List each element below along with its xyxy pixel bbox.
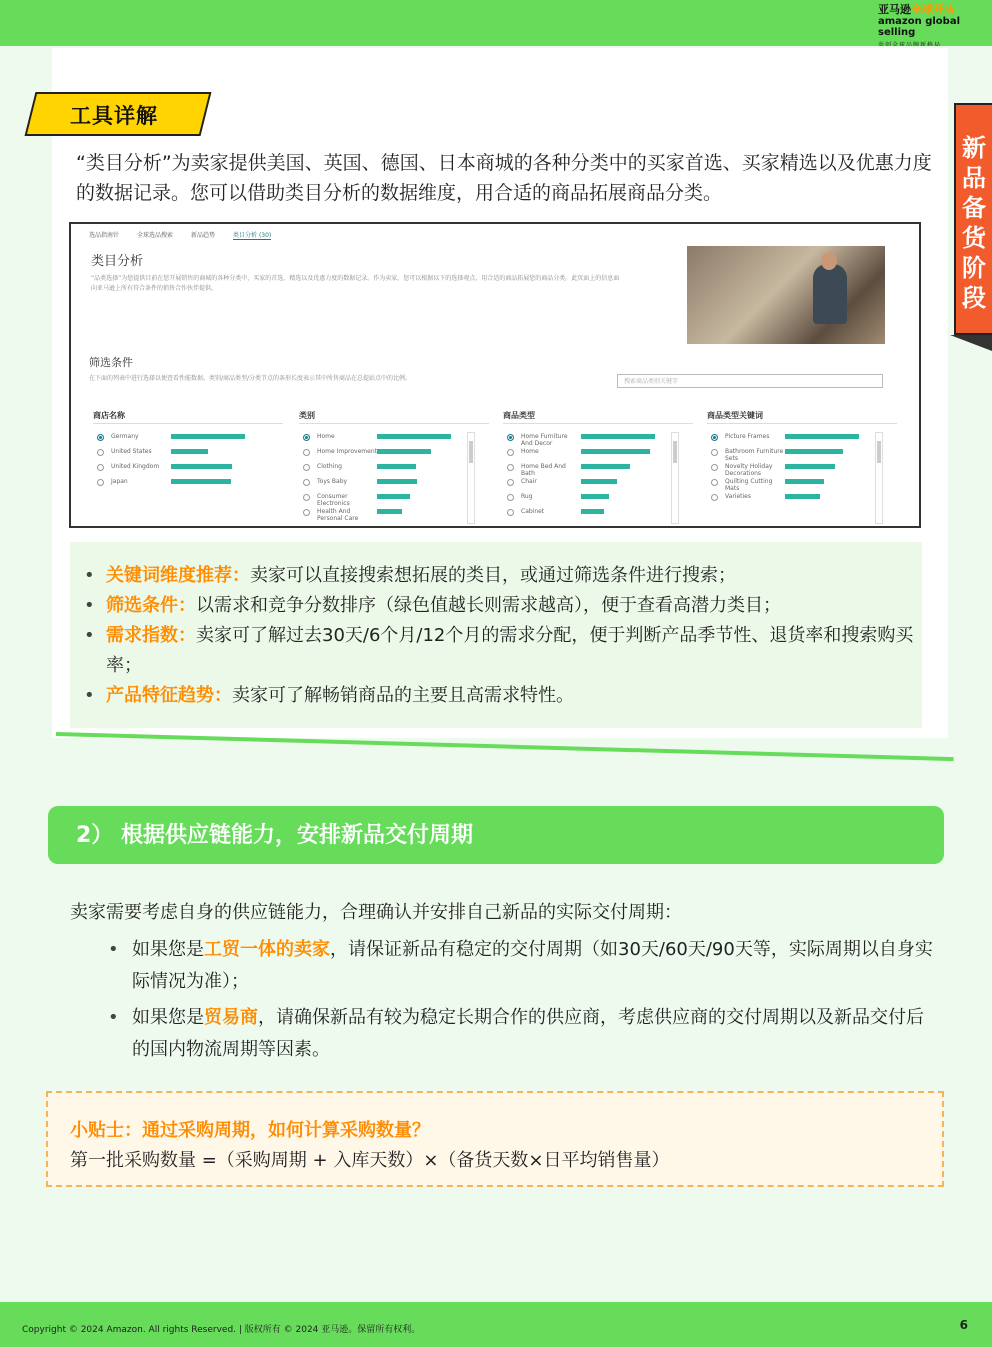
filter-option-label: Rug [521,493,533,500]
screenshot-description: “品类选择”为您提供目前在您开展销售的商城的各种分类中，买家的首选、精选以及优惠力度的数据记录。作为卖家，您可以根据以下的选择观点，用合适的商品拓展您的商品分类。此页面上的信息面向亚马逊上所有符合条件的销售合作伙伴提供。 [91,275,620,292]
share-bar [785,449,843,454]
share-bar [377,509,402,514]
filter-title: 筛选条件 [89,356,133,369]
side-section-tab: 新品备货阶段 [954,103,992,335]
page-number: 6 [959,1318,968,1332]
feature-list [82,561,922,711]
share-bar [171,434,245,439]
filter-option[interactable] [707,445,897,460]
filter-option-label: United States [111,448,152,455]
share-bar [785,464,835,469]
section-heading: 2） 根据供应链能力，安排新品交付周期 [76,823,473,848]
screenshot-tabs [89,230,289,239]
copyright-text: Copyright © 2024 Amazon. All rights Reserved. | 版权所有 © 2024 亚马逊。保留所有权利。 [22,1325,421,1335]
filter-option[interactable] [299,490,489,505]
radio-icon[interactable] [97,449,104,456]
filter-column [503,410,693,520]
logo-text-b: 全球开店 [911,3,955,16]
filter-option[interactable] [503,475,693,490]
filter-option[interactable] [93,460,283,475]
filter-description: 在下面的列表中进行选择以便查看性能数据。类别/商品类型/分类节点的条形长度表示其中所售商品在总提站点中的比例。 [89,375,412,382]
filter-option[interactable] [707,475,897,490]
filter-option-label: Consumer Electronics [317,493,350,507]
radio-icon[interactable] [507,449,514,456]
radio-icon[interactable] [97,464,104,471]
filter-option[interactable] [299,460,489,475]
filter-option-label: Chair [521,478,537,485]
feature-item [82,591,922,621]
category-search-input[interactable]: 搜索商品类别关键字 [617,374,883,388]
share-bar [377,449,431,454]
filter-option[interactable] [93,445,283,460]
tip-title: 小贴士：通过采购周期，如何计算采购数量？ [70,1120,430,1141]
person-head [821,252,837,270]
screenshot-title: 类目分析 [91,254,144,269]
radio-icon[interactable] [97,479,104,486]
feature-label: 筛选条件： [106,595,196,616]
filter-option[interactable] [707,460,897,475]
filter-column [93,410,283,490]
item-highlight: 工贸一体的卖家 [204,939,330,960]
screenshot-tab[interactable]: 选品指南针 [89,232,120,239]
scrollbar-thumb[interactable] [877,441,881,463]
filter-option-label: Varieties [725,493,751,500]
filter-option-label: Quilting Cutting Mats [725,478,773,492]
item-text: 如果您是 [132,1007,204,1028]
filter-option[interactable] [707,490,897,505]
feature-text: 卖家可了解过去30天/6个月/12个月的需求分配，便于判断产品季节性、退货率和搜索购买率； [106,625,914,676]
share-bar [377,494,410,499]
feature-text: 卖家可了解畅销商品的主要且高需求特性。 [232,685,574,706]
feature-label: 产品特征趋势： [106,685,232,706]
filter-column [299,410,489,520]
filter-option-label: Home Improvement [317,448,377,455]
filter-column-header: 类别 [299,410,489,424]
logo-text-a: 亚马逊 [878,3,911,16]
filter-option[interactable] [299,475,489,490]
share-bar [171,479,231,484]
filter-option-label: Japan [111,478,128,485]
share-bar [581,479,617,484]
item-text: 如果您是 [132,939,204,960]
radio-icon[interactable] [507,509,514,516]
filter-option-label: Home Furniture And Decor [521,433,568,447]
share-bar [377,464,416,469]
supply-chain-list [108,934,938,1070]
share-bar [581,434,655,439]
category-analysis-screenshot [69,222,921,528]
screenshot-tab[interactable]: 类目分析 (30) [233,232,272,239]
share-bar [171,449,208,454]
radio-icon[interactable] [711,449,718,456]
radio-icon[interactable] [711,464,718,471]
radio-icon[interactable] [507,494,514,501]
radio-icon[interactable] [507,464,514,471]
feature-text: 卖家可以直接搜索想拓展的类目，或通过筛选条件进行搜索； [250,565,736,586]
share-bar [581,509,604,514]
scrollbar[interactable] [467,432,475,524]
radio-icon[interactable] [303,464,310,471]
filter-option-label: Novelty Holiday Decorations [725,463,773,477]
item-text: ，请确保新品有较为稳定长期合作的供应商，考虑供应商的交付周期以及新品交付后的国内物流周期等因素。 [132,1007,924,1060]
filter-option[interactable] [707,430,897,445]
share-bar [581,464,630,469]
filter-option-label: Bathroom Furniture Sets [725,448,784,462]
radio-icon[interactable] [303,494,310,501]
filter-option-label: Clothing [317,463,342,470]
share-bar [581,494,609,499]
side-tab-fold [950,335,992,351]
feature-item [82,681,922,711]
radio-icon[interactable] [303,434,310,441]
filter-option-label: Toys Baby [317,478,348,485]
feature-item [82,621,922,681]
filter-option-label: Picture Frames [725,433,770,440]
person-figure [813,264,847,324]
supply-chain-paragraph: 卖家需要考虑自身的供应链能力，合理确认并安排自己新品的实际交付周期： [70,902,682,923]
feature-label: 需求指数： [106,625,196,646]
supply-chain-item [108,934,938,998]
logo-text-en: amazon global selling [878,16,960,38]
radio-icon[interactable] [97,434,104,441]
radio-icon[interactable] [507,434,514,441]
tip-formula: 第一批采购数量 =（采购周期 + 入库天数）×（备货天数×日平均销售量） [70,1150,670,1171]
filter-option-label: Health And Personal Care [317,508,359,522]
scrollbar[interactable] [671,432,679,524]
item-highlight: 贸易商 [204,1007,258,1028]
filter-option-label: United Kingdom [111,463,160,470]
top-bar [0,0,992,46]
filter-option[interactable] [503,430,693,445]
share-bar [171,464,232,469]
radio-icon[interactable] [303,479,310,486]
radio-icon[interactable] [507,479,514,486]
filter-column-header: 商品类型关键词 [707,410,897,424]
filter-column-header: 商店名称 [93,410,283,424]
filter-option[interactable] [503,460,693,475]
scrollbar-thumb[interactable] [673,441,677,463]
filter-option-label: Germany [111,433,139,440]
share-bar [785,434,859,439]
filter-option[interactable] [503,445,693,460]
filter-option-label: Home [317,433,335,440]
filter-option[interactable] [93,430,283,445]
filter-option-label: Home Bed And Bath [521,463,566,477]
filter-option[interactable] [93,475,283,490]
share-bar [377,479,417,484]
filter-option[interactable] [299,445,489,460]
filter-option[interactable] [503,490,693,505]
filter-column [707,410,897,505]
filter-option[interactable] [503,505,693,520]
amazon-global-selling-logo [878,4,968,49]
filter-option[interactable] [299,430,489,445]
screenshot-tab[interactable]: 新品趋势 [191,232,216,239]
workshop-photo [687,246,885,344]
screenshot-tab[interactable]: 全球选品搜索 [137,232,174,239]
scrollbar-thumb[interactable] [469,441,473,463]
filter-option-label: Home [521,448,539,455]
supply-chain-item [108,1002,938,1066]
tool-tag-label: 工具详解 [70,104,158,128]
intro-paragraph: “类目分析”为卖家提供美国、英国、德国、日本商城的各种分类中的买家首选、买家精选以及优惠力度的数据记录。您可以借助类目分析的数据维度，用合适的商品拓展商品分类。 [76,152,932,204]
item-text: ，请保证新品有稳定的交付周期（如30天/60天/90天等，实际周期以自身实际情况为准）； [132,939,933,992]
share-bar [581,449,650,454]
scrollbar[interactable] [875,432,883,524]
filter-column-header: 商品类型 [503,410,693,424]
filter-option-label: Cabinet [521,508,545,515]
radio-icon[interactable] [711,434,718,441]
radio-icon[interactable] [303,449,310,456]
feature-text: 以需求和竞争分数排序（绿色值越长则需求越高），便于查看高潜力类目； [196,595,781,616]
feature-label: 关键词维度推荐： [106,565,250,586]
share-bar [785,479,824,484]
feature-item [82,561,922,591]
share-bar [785,494,820,499]
filter-option[interactable] [299,505,489,520]
radio-icon[interactable] [711,479,718,486]
share-bar [377,434,451,439]
radio-icon[interactable] [711,494,718,501]
radio-icon[interactable] [303,509,310,516]
